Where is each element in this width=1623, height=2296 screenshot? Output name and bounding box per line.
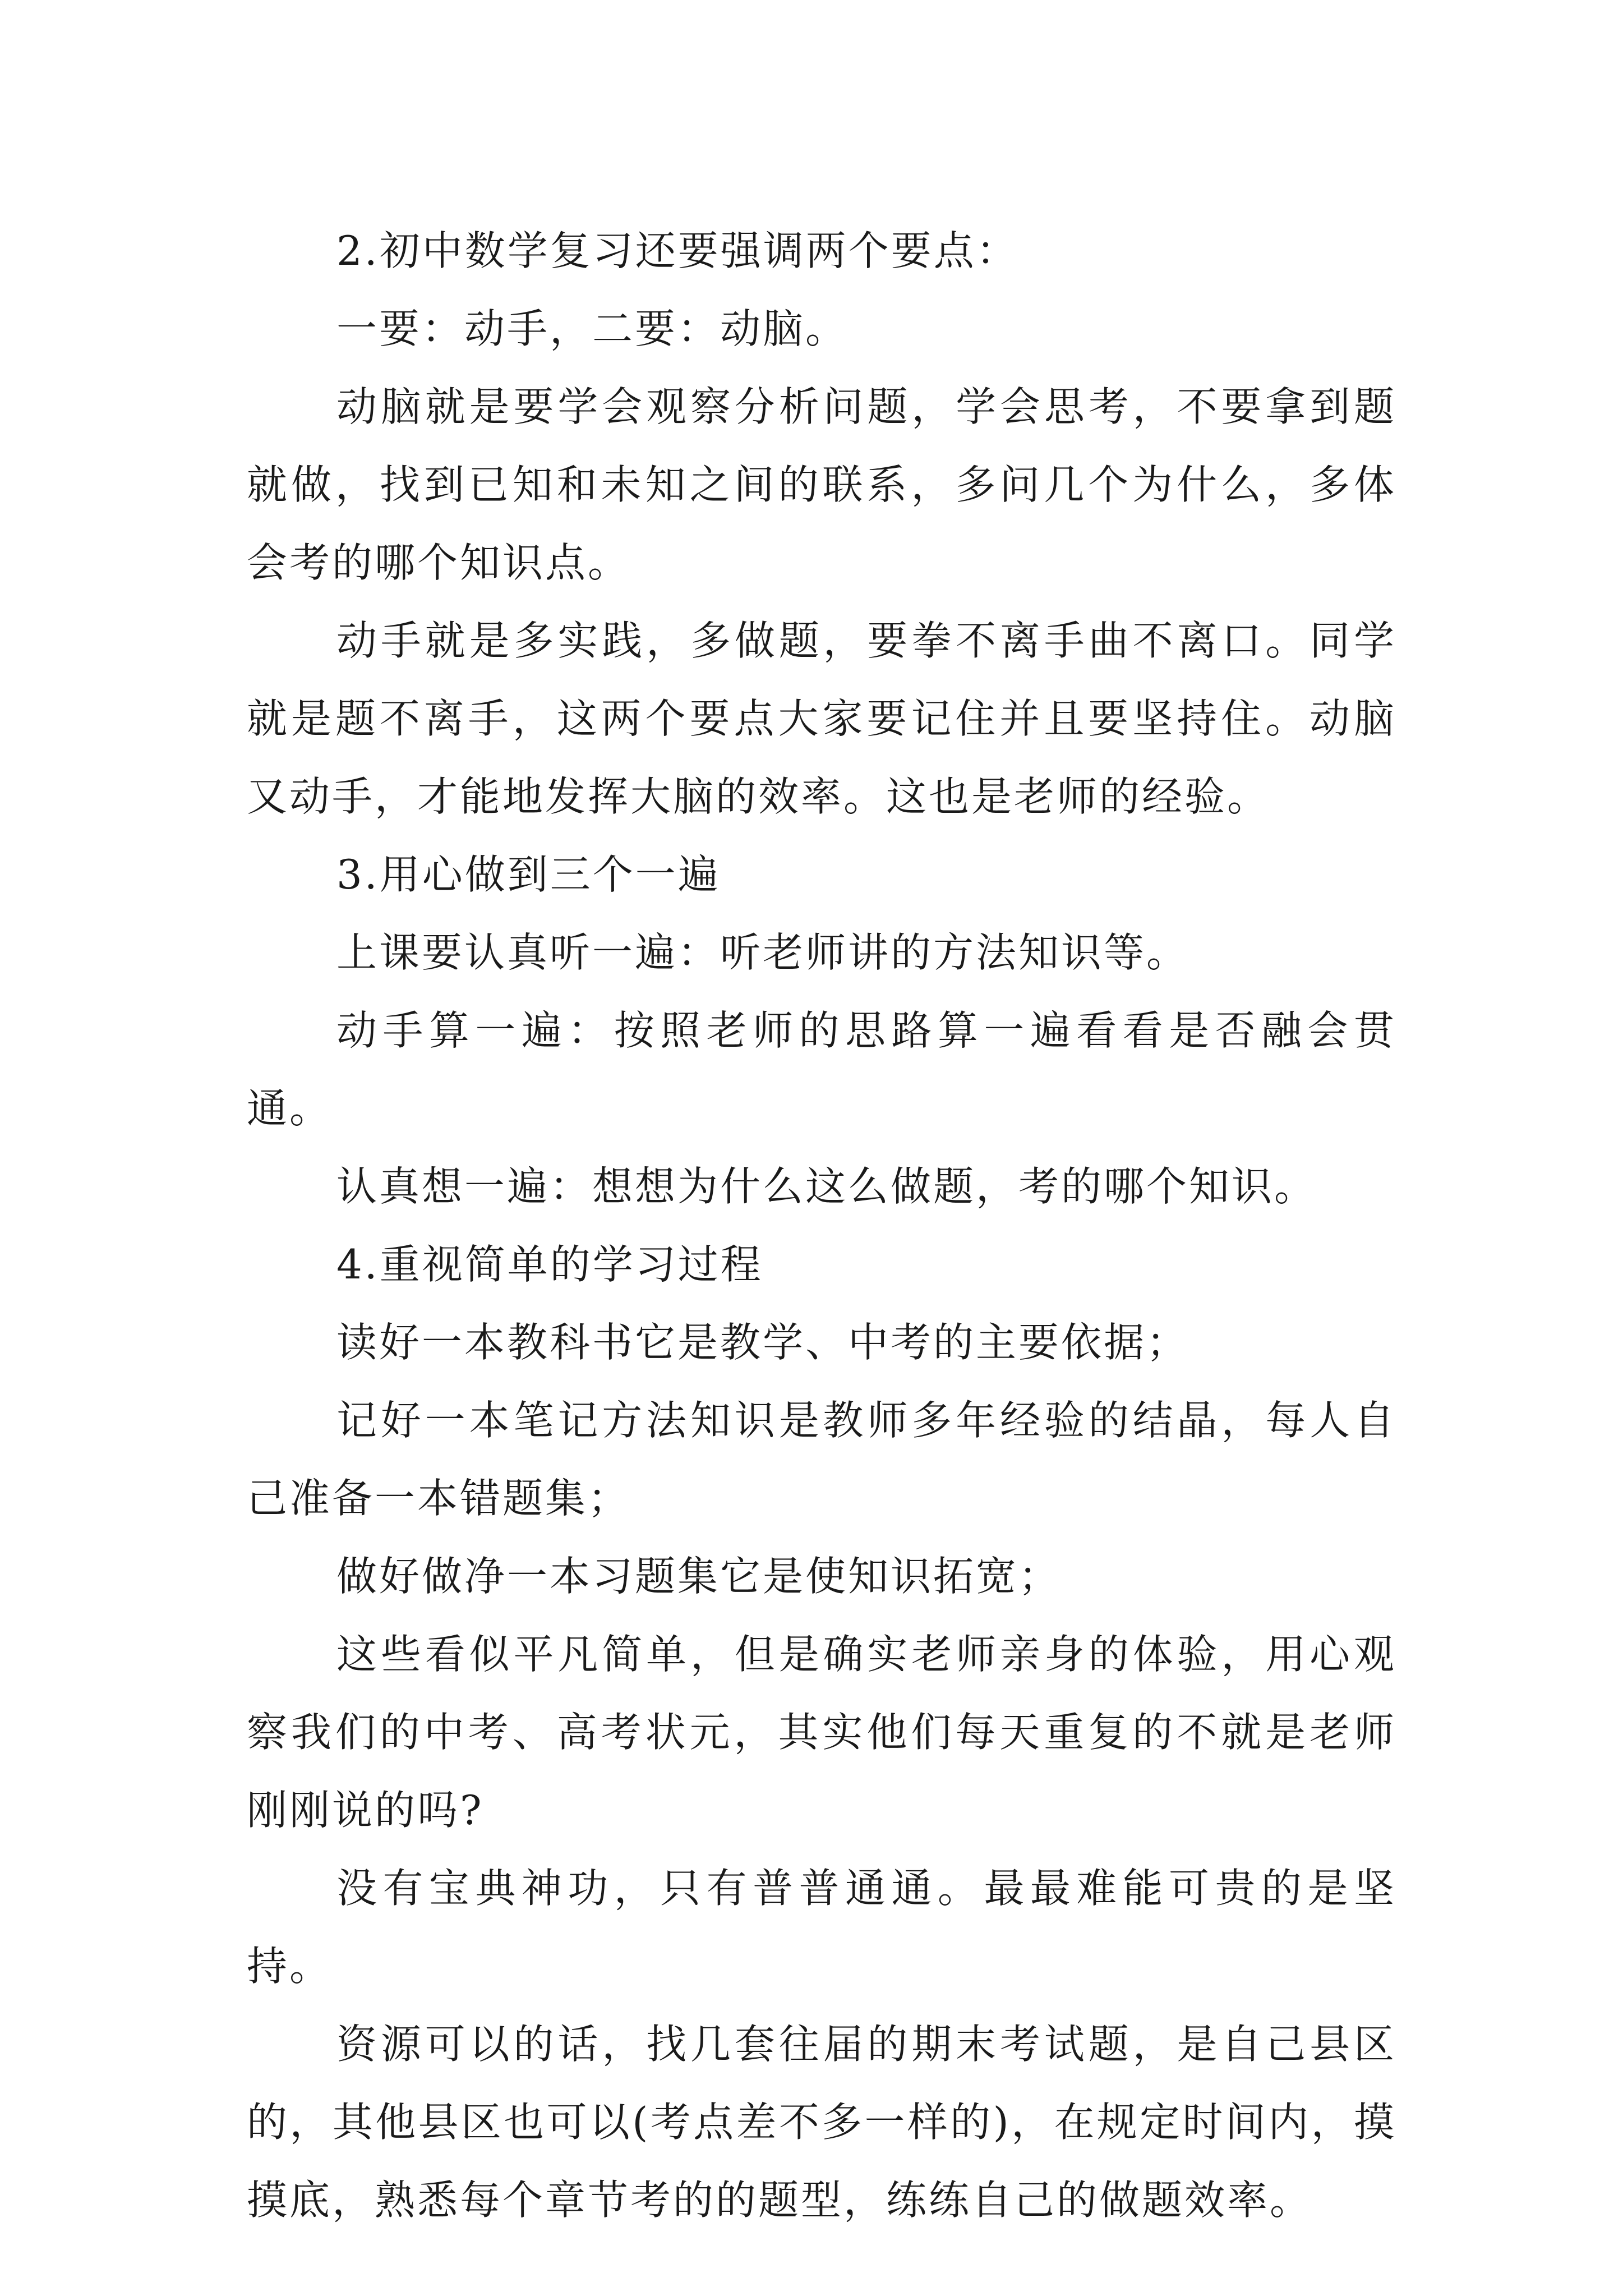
paragraph-9: 4.重视简单的学习过程 (336, 1241, 763, 1288)
paragraph-1: 2.初中数学复习还要强调两个要点： (336, 227, 1019, 274)
paragraph-7: 动手算一遍：按照老师的思路算一遍看看是否融会贯通。 (247, 1007, 1396, 1132)
paragraph-14: 没有宝典神功，只有普普通通。最最难能可贵的是坚持。 (247, 1865, 1396, 1990)
paragraph-12: 做好做净一本习题集它是使知识拓宽； (336, 1553, 1062, 1600)
paragraph-4: 动手就是多实践，多做题，要拳不离手曲不离口。同学就是题不离手，这两个要点大家要记住并且要坚持住。动脑又动手，才能地发挥大脑的效率。这也是老师的经验。 (247, 617, 1396, 820)
paragraph-8: 认真想一遍：想想为什么这么做题，考的哪个知识。 (336, 1163, 1317, 1210)
paragraph-2: 一要：动手，二要：动脑。 (336, 305, 849, 352)
paragraph-15: 资源可以的话，找几套往届的期末考试题，是自己县区的，其他县区也可以(考点差不多一样的)，在规定时间内，摸摸底，熟悉每个章节考的的题型，练练自己的做题效率。 (247, 2021, 1396, 2224)
paragraph-5: 3.用心做到三个一遍 (336, 851, 721, 898)
paragraph-6: 上课要认真听一遍：听老师讲的方法知识等。 (336, 929, 1189, 976)
paragraph-3: 动脑就是要学会观察分析问题，学会思考，不要拿到题就做，找到已知和未知之间的联系，多问几个为什么，多体会考的哪个知识点。 (247, 383, 1396, 586)
paragraph-10: 读好一本教科书它是教学、中考的主要依据； (336, 1319, 1189, 1366)
paragraph-11: 记好一本笔记方法知识是教师多年经验的结晶，每人自己准备一本错题集； (247, 1397, 1396, 1522)
document-body (247, 212, 1396, 2239)
paragraph-13: 这些看似平凡简单，但是确实老师亲身的体验，用心观察我们的中考、高考状元，其实他们每天重复的不就是老师刚刚说的吗? (247, 1631, 1396, 1834)
